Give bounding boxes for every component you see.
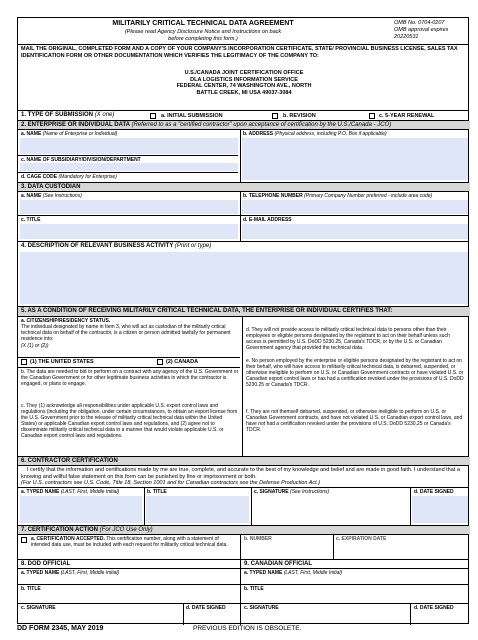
citizenship-text: The individual designated by name in Item 3, who will act as custodian of the militarily critical technical data on behalf of the contractor, is a citizen or person admitted lawfully for permanent residence into: <box>21 324 231 342</box>
revision-label: b. REVISION <box>283 112 316 119</box>
renewal-checkbox[interactable] <box>369 113 375 119</box>
section-2-label: 2. ENTERPRISE OR INDIVIDUAL DATA (Referred to as a "certified contractor" upon acceptance of certification by the U.S./Canada - JCO) <box>21 121 392 128</box>
dod-name-label: a. TYPED NAME (LAST, First, Middle Initial) <box>21 570 120 576</box>
canadian-title-label: b. TITLE <box>244 586 264 592</box>
divider <box>18 357 240 358</box>
divider <box>410 603 411 625</box>
form-id: DD FORM 2345, MAY 2019 <box>17 625 104 632</box>
revision-checkbox[interactable] <box>272 113 278 119</box>
certify-e-text: e. No person employed by the enterprise or eligible persons designated by the registrant to act on their behalf, who will have access to militarily critical technical data, is debarred, suspended, or otherwise ineligible to perform on U.S. or Canadian Government contracts or have violated U.S. or Canadian export control laws or has had a certification revoked under the provisions of U.S. DoDD 5230.25 or Canada's TDCR. <box>246 358 464 388</box>
divider <box>242 316 243 456</box>
subsidiary-label: c. NAME OF SUBSIDIARY/DIVISION/DEPARTMENT <box>21 157 141 163</box>
certification-number-label: b. NUMBER <box>244 536 272 542</box>
custodian-name-label: a. NAME (See Instructions) <box>21 193 82 199</box>
form-container <box>17 17 469 624</box>
divider <box>18 110 468 111</box>
certification-accepted-checkbox[interactable] <box>21 537 27 543</box>
custodian-phone-label: b. TELEPHONE NUMBER (Primary Company Number preferred - include area code) <box>243 193 433 199</box>
dod-title-label: b. TITLE <box>21 586 41 592</box>
section-3-label: 3. DATA CUSTODIAN <box>21 183 81 190</box>
section-3-header <box>18 183 470 191</box>
custodian-phone-field[interactable] <box>242 200 468 214</box>
subsidiary-field[interactable] <box>20 163 238 171</box>
divider <box>18 241 468 242</box>
contractor-date-label: d. DATE SIGNED <box>414 489 454 495</box>
certification-text: I certify that the information and certifications made by me are true, complete, and accurate to the best of my knowledge and belief and are made in good faith. I understand that a knowing and willful false statement on this form can be punished by fine or imprisonment or both. <box>21 467 460 480</box>
section-7-label: 7. CERTIFICATION ACTION (For JCO Use Only) <box>21 526 153 533</box>
expiration-date-label: c. EXPIRATION DATE <box>336 536 387 542</box>
divider <box>18 44 468 45</box>
omb-date: 20220531 <box>394 34 419 40</box>
section-1-label: 1. TYPE OF SUBMISSION (X one) <box>21 112 115 118</box>
form-subtitle-line2: before completing this form.) <box>168 35 238 42</box>
contractor-title-label: b. TITLE <box>147 489 167 495</box>
divider <box>18 568 468 569</box>
divider <box>18 603 468 604</box>
section-9-label: 9. CANADIAN OFFICIAL <box>244 560 312 567</box>
section-5-label: 5. AS A CONDITION OF RECEIVING MILITARILY CRITICAL TECHNICAL DATA, THE ENTERPRISE OR INDIVIDUAL CERTIFIES THAT: <box>21 308 393 314</box>
divider <box>18 584 468 585</box>
mailing-instruction: MAIL THE ORIGINAL, COMPLETED FORM AND A COPY OF YOUR COMPANY'S INCORPORATION CERTIFICATE, STATE/ PROVINCIAL BUSINESS LICENSE, SALES TAX IDENTIFICATION FORM OR OTHER DOCUMENTATION WHICH VERIFIES THE LEGITIMACY OF THE COMPANY TO: <box>21 46 458 59</box>
divider <box>18 487 468 488</box>
dod-date-label: d. DATE SIGNED <box>186 605 226 611</box>
mailing-address-line2: DLA LOGISTICS INFORMATION SERVICE <box>190 76 298 83</box>
divider <box>240 534 241 559</box>
mailing-address-line4: BATTLE CREEK, MI USA 49037-3084 <box>196 89 292 96</box>
contractor-signature-label: c. SIGNATURE (See Instructions) <box>254 489 330 495</box>
divider <box>144 487 145 525</box>
divider <box>240 129 241 182</box>
cage-code-label: d. CAGE CODE (Mandatory for Enterprise) <box>21 174 117 180</box>
business-activity-field[interactable] <box>20 252 468 304</box>
enterprise-name-label: a. NAME (Name of Enterprise or Individual) <box>21 131 118 137</box>
initial-submission-checkbox[interactable] <box>150 113 156 119</box>
enterprise-address-field[interactable] <box>242 138 468 180</box>
divider <box>410 487 411 525</box>
canadian-name-label: a. TYPED NAME (LAST, First, Middle Initial) <box>244 570 343 576</box>
divider <box>18 191 468 192</box>
certify-f-text: f. They are not themself debarred, suspended, or otherwise ineligible to perform on U.S. or Canadian Government contracts, and have not violated U.S. or Canadian export control laws, and have not had a certification revoked under the provisions of U.S. DoDD 5230.25 or Canada's TDCR. <box>246 409 463 433</box>
divider <box>183 603 184 625</box>
canadian-signature-label: c. SIGNATURE <box>244 605 279 611</box>
contractor-name-field[interactable] <box>20 496 142 523</box>
form-subtitle-line1: (Please read Agency Disclosure Notice and Instructions on back <box>124 29 282 35</box>
divider <box>18 215 468 216</box>
divider <box>18 534 468 535</box>
contractor-date-field[interactable] <box>412 496 468 523</box>
section-8-label: 8. DOD OFFICIAL <box>21 560 71 567</box>
omb-number: OMB No. 0704-0207 <box>394 20 445 26</box>
citizenship-hint: (X (1) or (2)) <box>21 343 49 349</box>
custodian-title-label: c. TITLE <box>21 217 41 223</box>
united-states-checkbox[interactable] <box>21 359 27 365</box>
certification-accepted-text: a. CERTIFICATION ACCEPTED. This certification number, along with a statement of intended data use, must be included with each request for militarily critical technical data. <box>31 536 228 548</box>
divider <box>18 129 468 130</box>
divider <box>18 172 238 173</box>
divider <box>18 155 238 156</box>
renewal-label: c. 5-YEAR RENEWAL <box>379 112 435 119</box>
certify-c-text: c. They (1) acknowledge all responsibilities under applicable U.S. export control laws and regulations (including the obligation, under certain circumstances, to obtain an export license from the U.S. Government prior to the release of militarily critical technical data within the United States) or applicable Canadian export control laws and regulations, and (2) agree not to disseminate militarily critical technical data in a manner that would violate applicable U.S. or Canadian export control laws and regulations. <box>21 403 238 439</box>
omb-approval: OMB approval expires <box>394 27 449 33</box>
divider <box>18 367 240 368</box>
contractor-title-field[interactable] <box>146 496 249 523</box>
divider <box>240 191 241 241</box>
canada-checkbox[interactable] <box>157 359 163 365</box>
section-4-label: 4. DESCRIPTION OF RELEVANT BUSINESS ACTIVITY (Print or type) <box>21 243 212 249</box>
dod-signature-label: c. SIGNATURE <box>21 605 56 611</box>
divider <box>251 487 252 525</box>
contractor-name-label: a. TYPED NAME (LAST, First, Middle Initial) <box>21 489 120 495</box>
initial-submission-label: a. INITIAL SUBMISSION <box>161 112 223 119</box>
divider <box>18 465 468 466</box>
divider <box>18 316 468 317</box>
custodian-name-field[interactable] <box>20 200 238 214</box>
enterprise-name-field[interactable] <box>20 138 238 154</box>
divider <box>333 534 334 559</box>
custodian-email-field[interactable] <box>242 224 468 239</box>
divider <box>18 559 468 560</box>
canadian-date-label: d. DATE SIGNED <box>414 605 454 611</box>
certify-d-text: d. They will not provide access to militarily critical technical data to persons other than their employees or eligible persons designated by the registrant to act on their behalf unless such access is permitted by U.S. DoDD 5230.25, Canada's TDCR, or by the U.S. or Canadian Government agency that provided the technical data. <box>246 327 450 351</box>
mailing-address-line1: U.S./CANADA JOINT CERTIFICATION OFFICE <box>184 70 304 76</box>
united-states-label: (1) THE UNITED STATES <box>30 359 94 365</box>
obsolete-note: PREVIOUS EDITION IS OBSOLETE. <box>193 625 302 632</box>
certify-b-text: b. The data are needed to bid or perform on a contract with any agency of the U.S. Government or the Canadian Government or for other legitimate business activities in which the contractor is engaged, or plans to engage. <box>21 369 239 387</box>
citizenship-title: a. CITIZENSHIP/RESIDENCY STATUS. <box>21 318 111 324</box>
custodian-title-field[interactable] <box>20 224 238 239</box>
form-title: MILITARILY CRITICAL TECHNICAL DATA AGREEMENT <box>112 20 294 27</box>
section-6-label: 6. CONTRACTOR CERTIFICATION <box>21 457 118 464</box>
mailing-address-line3: FEDERAL CENTER, 74 WASHINGTON AVE., NORTH <box>176 83 312 89</box>
canada-label: (2) CANADA <box>166 359 199 365</box>
enterprise-address-label: b. ADDRESS (Physical address, including P.O. Box if applicable) <box>243 131 387 137</box>
certification-citation: (For U.S. contractors see U.S. Code, Title 18, Section 1001 and for Canadian contractors see the Defense Production Act.) <box>21 480 321 486</box>
custodian-email-label: d. E-MAIL ADDRESS <box>243 217 292 223</box>
